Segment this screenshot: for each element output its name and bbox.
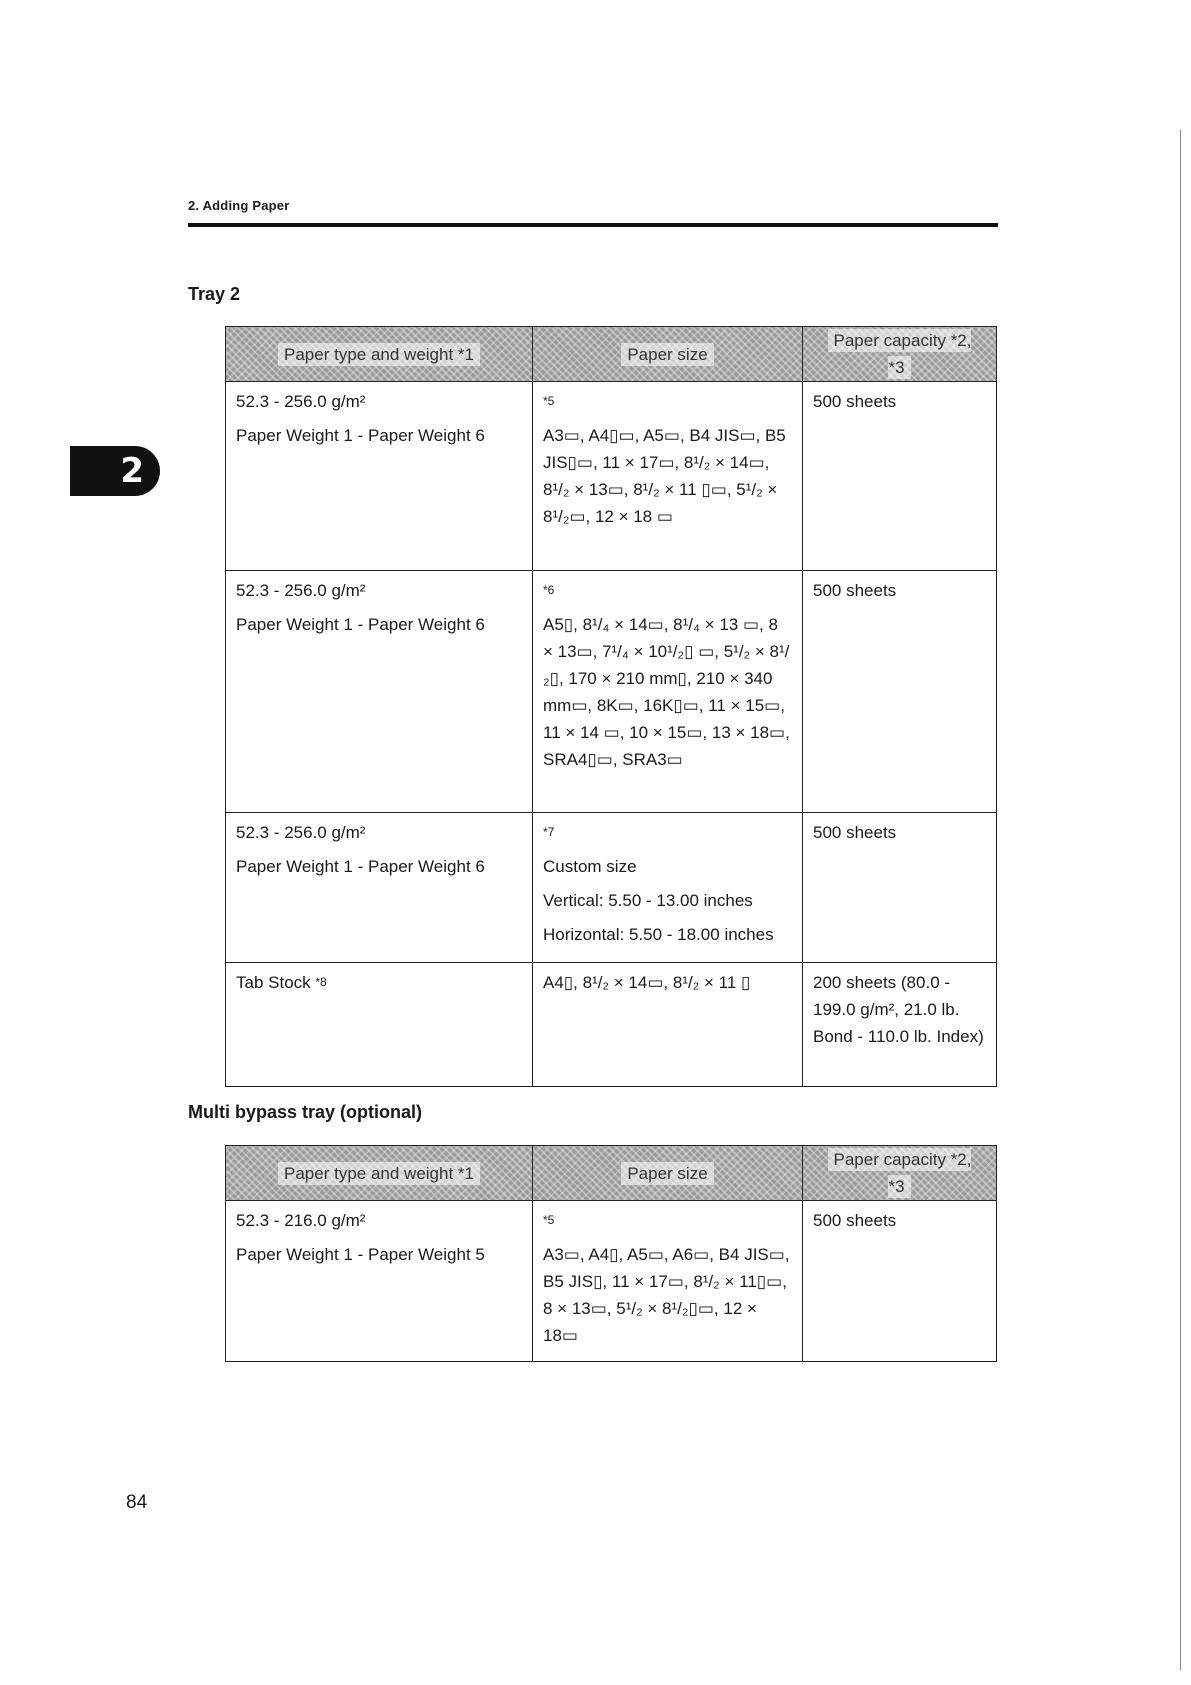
custom-size-vertical: Vertical: 5.50 - 13.00 inches [543, 891, 753, 910]
capacity-value: 500 sheets [813, 392, 897, 411]
paper-capacity-cell [803, 382, 997, 571]
capacity-value: 200 sheets (80.0 - 199.0 g/m², 21.0 lb. Bond - 110.0 lb. Index) [813, 973, 984, 1046]
paper-type-cell [226, 571, 533, 813]
capacity-value: 500 sheets [813, 1211, 897, 1230]
paper-size-cell [533, 1201, 803, 1362]
column-header-paper-capacity: Paper capacity *2, *3 [803, 1146, 997, 1201]
paper-size-list: A3▭, A4▯, A5▭, A6▭, B4 JIS▭, B5 JIS▯, 11 × 17▭, 8¹/₂ × 11▯▭, 8 × 13▭, 5¹/₂ × 8¹/₂▯▭, 12 × 18▭ [543, 1245, 790, 1345]
tray2-spec-table [225, 326, 997, 1087]
weight-range: 52.3 - 216.0 g/m² [236, 1211, 366, 1230]
footnote-ref: *6 [543, 583, 555, 597]
table-row [226, 571, 997, 813]
paper-size-cell [533, 382, 803, 571]
column-header-paper-size: Paper size [533, 1146, 803, 1201]
column-header-paper-type: Paper type and weight *1 [226, 327, 533, 382]
bypass-section-title: Multi bypass tray (optional) [188, 1102, 423, 1122]
paper-size-cell [533, 813, 803, 963]
paper-size-cell [533, 963, 803, 1087]
table-header-row [226, 1146, 997, 1201]
table-header-row [226, 327, 997, 382]
paper-size-cell [533, 571, 803, 813]
page-edge-rule [1180, 130, 1181, 1670]
weight-range: 52.3 - 256.0 g/m² [236, 392, 366, 411]
weight-range: 52.3 - 256.0 g/m² [236, 581, 366, 600]
table-row [226, 813, 997, 963]
page-number: 84 [126, 1492, 148, 1513]
paper-type-cell [226, 963, 533, 1087]
footnote-ref: *5 [543, 1213, 555, 1227]
paper-capacity-cell [803, 1201, 997, 1362]
table-row [226, 382, 997, 571]
table-row [226, 963, 997, 1087]
weight-class: Paper Weight 1 - Paper Weight 5 [236, 1245, 485, 1264]
footnote-ref: *5 [543, 394, 555, 408]
weight-range: 52.3 - 256.0 g/m² [236, 823, 366, 842]
paper-type-cell [226, 813, 533, 963]
chapter-tab: 2 [70, 446, 160, 496]
weight-class: Paper Weight 1 - Paper Weight 6 [236, 426, 485, 445]
custom-size-label: Custom size [543, 857, 637, 876]
paper-type-cell [226, 382, 533, 571]
column-header-paper-type: Paper type and weight *1 [226, 1146, 533, 1201]
tab-stock-label: Tab Stock $^{*8}$ [236, 973, 327, 992]
weight-class: Paper Weight 1 - Paper Weight 6 [236, 857, 485, 876]
paper-type-cell [226, 1201, 533, 1362]
paper-capacity-cell [803, 813, 997, 963]
capacity-value: 500 sheets [813, 823, 897, 842]
paper-size-list: A4▯, 8¹/₂ × 14▭, 8¹/₂ × 11 ▯ [543, 973, 751, 992]
paper-size-list: A5▯, 8¹/₄ × 14▭, 8¹/₄ × 13 ▭, 8 × 13▭, 7¹/₄ × 10¹/₂▯ ▭, 5¹/₂ × 8¹/₂▯, 170 × 210 mm▯, 210 × 340 mm▭, 8K▭, 16K▯▭, 11 × 15▭, 11 × 14 ▭, 10 × 15▭, 13 × 18▭, SRA4▯▭, SRA3▭ [543, 615, 790, 769]
column-header-paper-capacity: Paper capacity *2, *3 [803, 327, 997, 382]
column-header-paper-size: Paper size [533, 327, 803, 382]
footnote-ref: *7 [543, 825, 555, 839]
running-header: 2. Adding Paper [188, 198, 290, 213]
tray2-section-title: Tray 2 [188, 284, 241, 304]
bypass-spec-table [225, 1145, 997, 1362]
custom-size-horizontal: Horizontal: 5.50 - 18.00 inches [543, 925, 774, 944]
header-rule [188, 223, 998, 227]
paper-capacity-cell [803, 571, 997, 813]
paper-size-list: A3▭, A4▯▭, A5▭, B4 JIS▭, B5 JIS▯▭, 11 × 17▭, 8¹/₂ × 14▭, 8¹/₂ × 13▭, 8¹/₂ × 11 ▯▭, 5¹/₂ × 8¹/₂▭, 12 × 18 ▭ [543, 426, 786, 526]
table-row [226, 1201, 997, 1362]
paper-capacity-cell [803, 963, 997, 1087]
capacity-value: 500 sheets [813, 581, 897, 600]
weight-class: Paper Weight 1 - Paper Weight 6 [236, 615, 485, 634]
